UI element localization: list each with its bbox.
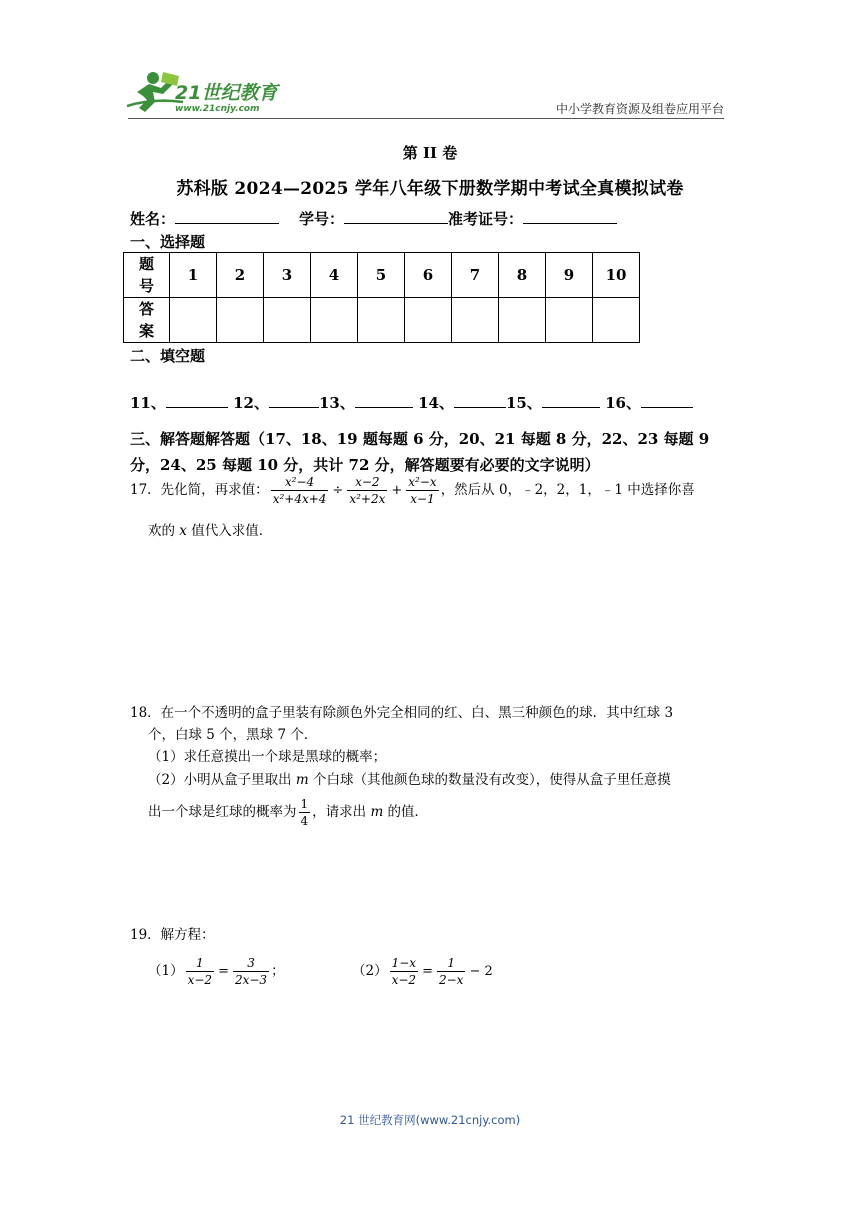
section-choice-heading: 一、选择题 bbox=[130, 233, 206, 251]
answer-cell[interactable] bbox=[217, 298, 264, 343]
name-label: 姓名： bbox=[130, 210, 176, 228]
fraction: $\frac{1}{4}$ bbox=[300, 797, 309, 828]
fill-blank[interactable] bbox=[454, 393, 506, 408]
blank-label: 11、 bbox=[130, 394, 166, 412]
question-18-line-5: 出一个球是红球的概率为 $\frac{1}{4}$ ，请求出 m 的值． bbox=[148, 797, 429, 828]
table-row bbox=[124, 253, 640, 298]
footer-link[interactable]: 21 世纪教育网(www.21cnjy.com) bbox=[339, 1113, 521, 1127]
question-18-part-2: （2）小明从盒子里取出 m 个白球（其他颜色球的数量没有改变），使得从盒子里任意摸 bbox=[148, 772, 671, 788]
exam-id-label: 准考证号： bbox=[448, 210, 524, 228]
fill-blank[interactable] bbox=[542, 393, 600, 408]
fill-blank-line bbox=[130, 392, 693, 413]
question-number-cell: 3 bbox=[264, 253, 311, 298]
answer-cell[interactable] bbox=[593, 298, 640, 343]
question-number-cell: 1 bbox=[170, 253, 217, 298]
fill-blank[interactable] bbox=[355, 393, 413, 408]
blank-label: 13、 bbox=[318, 394, 355, 412]
question-number-cell: 6 bbox=[405, 253, 452, 298]
platform-tagline: 中小学教育资源及组卷应用平台 bbox=[555, 102, 724, 116]
fraction: $\frac{1}{x-2}$ bbox=[187, 956, 213, 987]
fraction: $\frac{\text{x²−x}}{x-1}$ bbox=[408, 475, 437, 506]
answer-cell[interactable] bbox=[311, 298, 358, 343]
fraction: $\frac{1-x}{x-2}$ bbox=[391, 956, 417, 987]
volume-label: 第 II 卷 bbox=[402, 144, 458, 162]
table-header-cell: 答 案 bbox=[124, 298, 170, 343]
answer-cell[interactable] bbox=[405, 298, 452, 343]
header-divider bbox=[128, 118, 724, 119]
answer-cell[interactable] bbox=[170, 298, 217, 343]
question-number-cell: 5 bbox=[358, 253, 405, 298]
table-header-cell: 题 号 bbox=[124, 253, 170, 298]
name-blank bbox=[175, 208, 279, 224]
answer-table bbox=[123, 252, 640, 343]
question-19-part-1: （1） $\frac{1}{x-2}$ = $\frac{3}{2x-3}$ ； bbox=[148, 956, 285, 987]
blank-label: 12、 bbox=[233, 394, 269, 412]
question-17: 17．先化简，再求值： $\frac{\text{x²−4}}{\text{x²+4x+4}}$ ÷ $\frac{x-2}{\text{x²+2x}}$ + $\frac{\text{x²−x}}{x-1}$ ，然后从 0，﹣2，2，1，﹣1 中选择你喜 bbox=[130, 475, 695, 506]
fill-blank[interactable] bbox=[641, 393, 693, 408]
answer-cell[interactable] bbox=[264, 298, 311, 343]
exam-id-blank bbox=[523, 208, 617, 224]
fraction: $\frac{1}{2-x}$ bbox=[438, 956, 464, 987]
brand-logo bbox=[123, 68, 293, 120]
question-17-line-2: 欢的 x 值代入求值． bbox=[148, 523, 273, 539]
question-18-line-2: 个，白球 5 个，黑球 7 个． bbox=[148, 727, 318, 743]
fill-blank[interactable] bbox=[166, 393, 228, 408]
question-19-part-2: （2） $\frac{1-x}{x-2}$ = $\frac{1}{2-x}$ − 2 bbox=[352, 956, 493, 987]
student-info bbox=[130, 208, 637, 229]
section-fill-heading: 二、填空题 bbox=[130, 347, 206, 365]
answer-cell[interactable] bbox=[452, 298, 499, 343]
question-18: 18．在一个不透明的盒子里装有除颜色外完全相同的红、白、黑三种颜色的球．其中红球 3 bbox=[130, 705, 674, 721]
section-solve-heading: 三、解答题解答题（17、18、19 题每题 6 分，20、21 每题 8 分，22、23 每题 9 分，24、25 每题 10 分，共计 72 分，解答题要有必要的文字说明） bbox=[130, 430, 710, 474]
student-id-label: 学号： bbox=[299, 210, 345, 228]
logo-text: 21世纪教育 bbox=[175, 82, 278, 104]
blank-label: 15、 bbox=[505, 394, 542, 412]
fraction: $\frac{x-2}{\text{x²+2x}}$ bbox=[349, 475, 386, 506]
fraction: $\frac{3}{2x-3}$ bbox=[234, 956, 268, 987]
answer-cell[interactable] bbox=[358, 298, 405, 343]
question-number-cell: 10 bbox=[593, 253, 640, 298]
question-number-cell: 8 bbox=[499, 253, 546, 298]
blank-label: 14、 bbox=[418, 394, 454, 412]
question-number-cell: 9 bbox=[546, 253, 593, 298]
answer-cell[interactable] bbox=[499, 298, 546, 343]
logo-url: www.21cnjy.com bbox=[175, 104, 260, 114]
blank-label: 16、 bbox=[605, 394, 641, 412]
answer-cell[interactable] bbox=[546, 298, 593, 343]
exam-title: 苏科版 2024—2025 学年八年级下册数学期中考试全真模拟试卷 bbox=[176, 179, 684, 199]
question-19: 19．解方程： bbox=[130, 927, 215, 943]
question-number-cell: 4 bbox=[311, 253, 358, 298]
question-18-part-1: （1）求任意摸出一个球是黑球的概率； bbox=[148, 749, 387, 765]
question-number-cell: 7 bbox=[452, 253, 499, 298]
fill-blank[interactable] bbox=[269, 393, 319, 408]
question-number-cell: 2 bbox=[217, 253, 264, 298]
fraction: $\frac{\text{x²−4}}{\text{x²+4x+4}}$ bbox=[272, 475, 327, 506]
student-id-blank bbox=[344, 208, 448, 224]
table-row bbox=[124, 298, 640, 343]
